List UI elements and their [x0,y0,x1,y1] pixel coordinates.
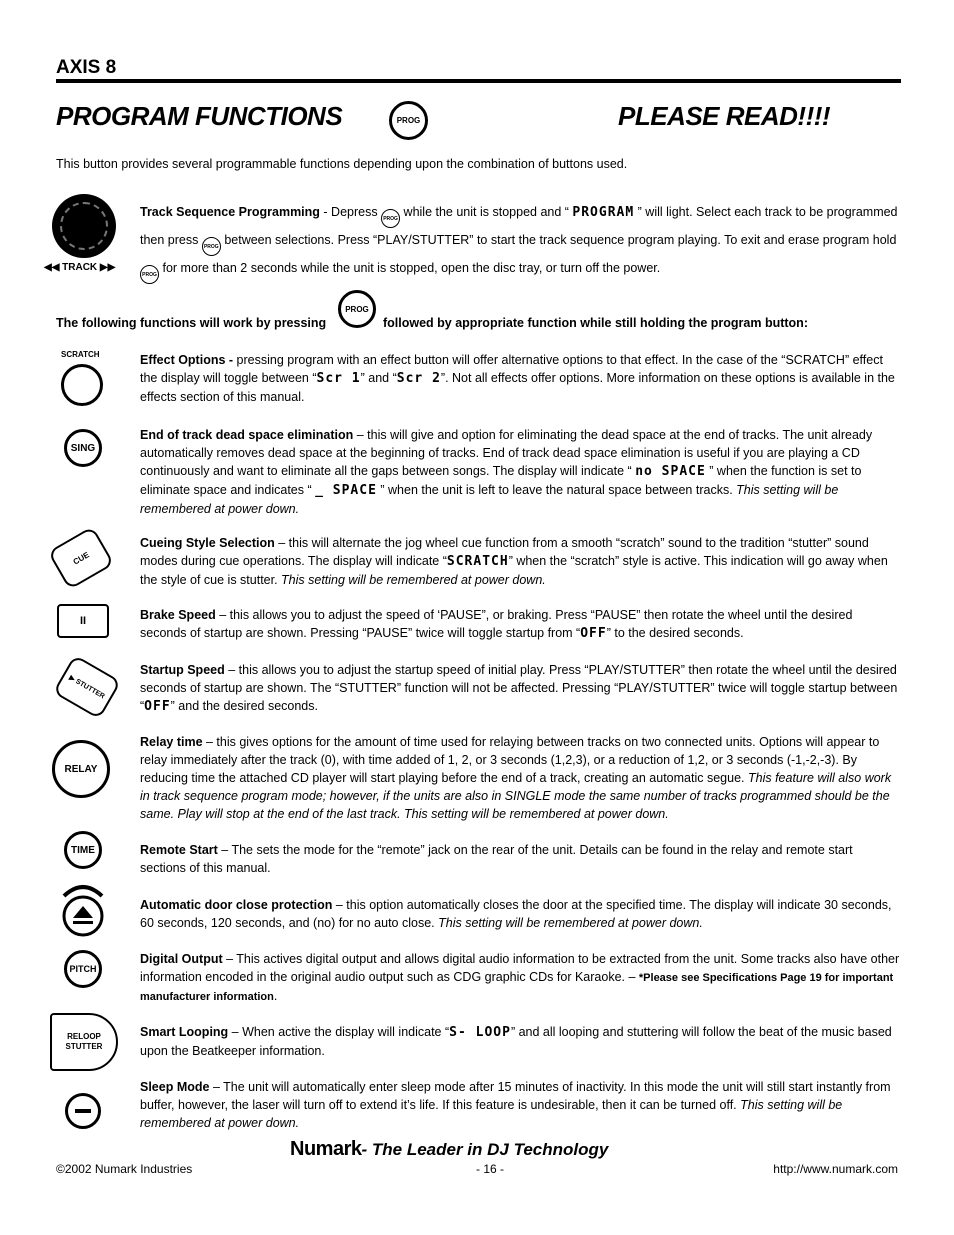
manual-model: AXIS 8 [56,57,117,78]
play-stutter-button-icon [53,654,122,719]
text: ” and all looping and stuttering will follow the beat of the music based upon the Beatkeeper information. [140,1025,892,1058]
lcd-program: PROGRAM [572,205,635,220]
cue-label: CUE [71,549,91,567]
text: – this allows you to adjust the speed of ‘PAUSE”, or braking. Press “PAUSE” then rotate the wheel until the desired seconds of startup are shown. Pressing “PAUSE” twice will toggle startup from “ [140,608,853,640]
scratch-label: SCRATCH [61,350,100,359]
lcd-off: OFF [580,626,607,641]
brake-heading: Brake Speed [140,608,216,622]
text: while the unit is stopped and “ [400,205,573,219]
smart-looping-section [140,1023,900,1060]
door-heading: Automatic door close protection [140,898,333,912]
track-sequence-section [140,200,900,284]
text: ” will light. Select each track to be programmed then press [140,205,898,247]
note: This setting will be remembered at power down. [281,573,546,587]
text: - Depress [319,205,382,219]
jog-wheel-icon [52,194,116,258]
text: . [273,989,278,1003]
startup-speed-section [140,661,900,716]
text: – this allows you to adjust the startup speed of initial play. Press “PLAY/STUTTER” then rotate the wheel until the desired seconds of startup are shown. The “STUTTER” function will not be affected. Pressing “PLAY/STUTTER” twice will toggle startup between “ [140,663,898,713]
spec-note: *Please see Specifications Page 19 for important manufacturer information [140,972,894,1003]
notice-title: PLEASE READ!!!! [618,101,831,131]
cue-button-icon [47,526,114,590]
lcd-scr1: Scr 1 [316,371,361,386]
track-sequence-heading: Track Sequence Programming [140,205,320,219]
remote-heading: Remote Start [140,843,218,857]
text: – this will give and option for eliminating the dead space at the end of tracks. The unit already automatically removes dead space at the beginning of tracks. End of track dead space elimination is useful if you are playing a CD continuously and want to eliminate all the gaps between songs. The display will indicate “ [140,428,873,478]
digital-heading: Digital Output [140,952,223,966]
note: This feature will also work in track sequence program mode; however, if the units are also in SINGLE mode the same number of tracks programmed should be the same. Play will stop at the end of the last track. This setting will be remembered at power down. [140,771,892,821]
pause-label: II [79,615,87,627]
text: ” when the “scratch” style is active. This indication will go away when the style of cue is stutter. [140,554,888,587]
text: – this gives options for the amount of time used for relaying between tracks on two connected units. Options will appear to relay immediately after the track (0), with time added of 1, 2, or 3 seconds (1,2,3), or a reduction of 1,2, or 3 seconds (-1,-2,-3). By reducing time the attached CD player will start playing before the end of a track, creating an automatic segue. [140,735,880,785]
stutter-label: STUTTER [65,1042,103,1051]
relay-heading: Relay time [140,735,203,749]
sleep-heading: Sleep Mode [140,1080,210,1094]
note: This setting will be remembered at power down. [140,1098,843,1130]
relay-label: RELAY [64,763,98,775]
website-link[interactable]: http://www.numark.com [773,1162,898,1176]
time-button-icon [64,831,102,869]
lcd-off: OFF [144,699,171,714]
effect-options-section [140,351,900,406]
prog-inline-icon: PROG [140,265,159,284]
dead-space-heading: End of track dead space elimination [140,428,354,442]
brake-speed-section [140,606,900,643]
page-title: PROGRAM FUNCTIONS [56,101,343,131]
page-number: - 16 - [476,1162,505,1176]
text: for more than 2 seconds while the unit is stopped, open the disc tray, or turn off the power. [159,261,661,275]
prog-button-icon [389,101,428,140]
text: between selections. Press “PLAY/STUTTER” to start the track sequence program playing. To exit and erase program hold [220,233,897,247]
copyright: ©2002 Numark Industries [56,1162,193,1176]
time-label: TIME [71,844,95,856]
door-close-section [140,896,900,932]
minus-button-icon [65,1093,101,1129]
looping-heading: Smart Looping [140,1025,229,1039]
pitch-button-icon [64,950,102,988]
text: ” and “ [360,371,397,385]
cueing-heading: Cueing Style Selection [140,536,275,550]
pause-button-icon [57,604,109,638]
text: ” when the function is set to eliminate space and indicates “ [140,464,862,497]
lcd-s-loop: S- LOOP [449,1025,511,1040]
following-pre: The following functions will work by pressing [56,316,327,330]
prog-button-label: PROG [396,116,421,125]
lcd-scratch: SCRATCH [446,554,509,569]
lcd-no-space: no SPACE [635,464,706,479]
text: pressing program with an effect button will offer alternative options to that effect. In the case of the “SCRATCH” effect the display will toggle between “ [140,353,883,385]
reloop-stutter-button-icon [50,1013,118,1071]
sing-label: SING [70,442,96,454]
dead-space-section [140,426,900,518]
relay-button-icon [52,740,110,798]
pitch-label: PITCH [69,964,97,974]
remote-start-section [140,841,900,877]
text: – The unit will automatically enter sleep mode after 15 minutes of inactivity. In this mode the unit will still start instantly from buffer, however, the laser will turn off to extend it’s life. If this feature is undesirable, then it can be turned off. [140,1080,891,1112]
text: ”. Not all effects offer options. More information on these options is available in the effects section of this manual. [140,371,895,404]
cueing-style-section [140,534,900,589]
track-buttons-label: ◀◀ TRACK ▶▶ [44,262,116,273]
lcd-scr2: Scr 2 [396,371,441,386]
play-stutter-label: ▶ STUTTER [67,674,106,701]
text: – this will alternate the jog wheel cue function from a smooth “scratch” sound to the tradition “stutter” sound modes during cue operations. The display will indicate “ [140,536,869,568]
text: ” when the unit is left to leave the natural space between tracks. [376,483,737,497]
reloop-label: RELOOP [67,1032,101,1041]
intro-text: This button provides several programmable functions depending upon the combination of buttons used. [56,157,628,171]
eject-icon [58,880,108,938]
digital-output-section [140,950,900,1006]
sing-button-icon [64,429,102,467]
prog-inline-icon: PROG [202,237,221,256]
prog-button-icon: PROG [338,290,376,328]
text: – The sets the mode for the “remote” jack on the rear of the unit. Details can be found in the relay and remote start sections of this manual. [140,843,853,875]
numark-logo: Numark [290,1138,362,1160]
scratch-button-icon [61,364,103,406]
lcd-space: _ SPACE [315,483,377,498]
text: – When active the display will indicate “ [228,1025,450,1039]
startup-heading: Startup Speed [140,663,225,677]
note: This setting will be remembered at power down. [140,483,839,516]
header-divider [56,79,901,83]
sleep-mode-section [140,1078,900,1132]
note: This setting will be remembered at power down. [438,916,703,930]
tagline-text: - The Leader in DJ Technology [361,1140,609,1159]
effect-heading: Effect Options - [140,353,234,367]
relay-time-section [140,733,900,823]
text: – this option automatically closes the door at the specified time. The display will indicate 30 seconds, 60 seconds, 120 seconds, and (no) for no auto close. [140,898,892,930]
footer-tagline [290,1138,608,1161]
prog-inline-icon: PROG [381,209,400,228]
text: – This actives digital output and allows digital audio information to be extracted from the unit. Some tracks also have other information encoded in the original audio output such as CDG graphic CDs for Karaoke. – [140,952,900,984]
text: ” to the desired seconds. [606,626,744,640]
text: ” and the desired seconds. [170,699,318,713]
following-post: followed by appropriate function while still holding the program button: [383,316,808,330]
